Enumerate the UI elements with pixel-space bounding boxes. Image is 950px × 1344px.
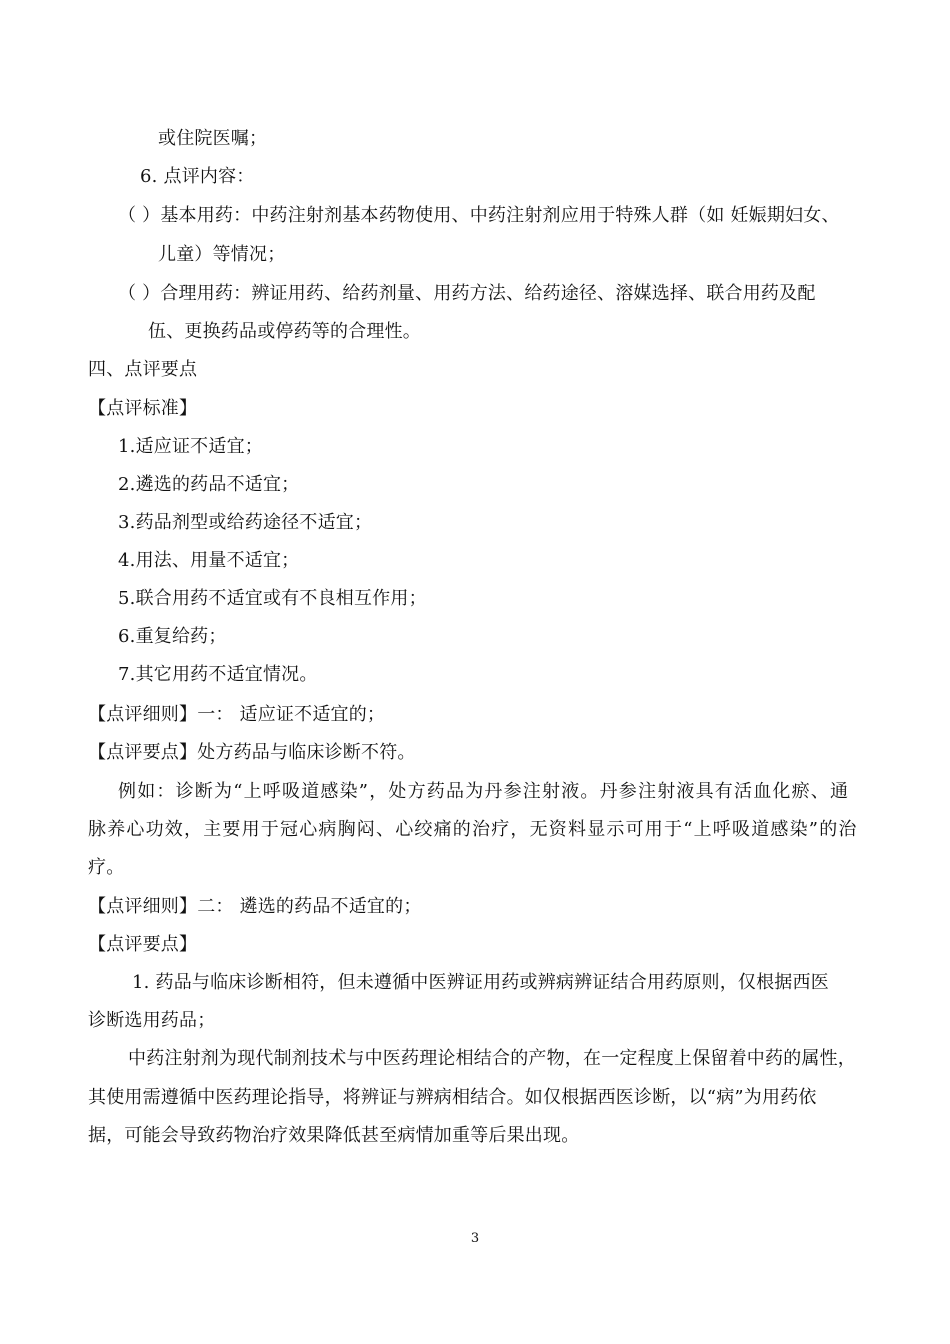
page-number: 3 [470,1231,480,1246]
text-line: 据，可能会导致药物治疗效果降低甚至病情加重等后果出现。 [88,1125,580,1146]
text-line: 其使用需遵循中医药理论指导，将辨证与辨病相结合。如仅根据西医诊断，以“病”为用药依 [88,1087,817,1108]
text-line: 疗。 [88,857,125,878]
text-line: 诊断选用药品； [88,1010,216,1031]
text-line: 或住院医嘱； [158,128,268,149]
section-heading: 四、点评要点 [88,359,198,380]
list-item: 1.适应证不适宜； [118,436,263,457]
text-line: 【点评要点】 [88,934,198,955]
list-item: 7.其它用药不适宜情况。 [118,664,318,685]
text-line: 伍、更换药品或停药等的合理性。 [148,321,421,342]
text-line: 6. 点评内容： [140,166,255,187]
text-line: 中药注射剂为现代制剂技术与中医药理论相结合的产物，在一定程度上保留着中药的属性， [128,1048,856,1069]
list-item: 6.重复给药； [118,626,227,647]
text-line: 【点评要点】处方药品与临床诊断不符。 [88,742,416,763]
text-line: 【点评细则】一： 适应证不适宜的； [88,704,386,725]
text-line: 【点评标准】 [88,398,198,419]
text-line: 【点评细则】二： 遴选的药品不适宜的； [88,896,422,917]
list-item: 5.联合用药不适宜或有不良相互作用； [118,588,427,609]
text-line: 1. 药品与临床诊断相符，但未遵循中医辨证用药或辨病辨证结合用药原则，仅根据西医 [132,972,829,993]
text-line: （ ）基本用药：中药注射剂基本药物使用、中药注射剂应用于特殊人群（如 妊娠期妇女、 [118,205,840,226]
text-line: 儿童）等情况； [158,244,286,265]
list-item: 2.遴选的药品不适宜； [118,474,300,495]
list-item: 4.用法、用量不适宜； [118,550,300,571]
text-line: 脉养心功效，主要用于冠心病胸闷、心绞痛的治疗，无资料显示可用于“上呼吸道感染”的治 [88,819,858,840]
text-line: 例如：诊断为“上呼吸道感染”，处方药品为丹参注射液。丹参注射液具有活血化瘀、通 [118,781,850,802]
list-item: 3.药品剂型或给药途径不适宜； [118,512,373,533]
text-line: （ ）合理用药：辨证用药、给药剂量、用药方法、给药途径、溶媒选择、联合用药及配 [118,283,816,304]
